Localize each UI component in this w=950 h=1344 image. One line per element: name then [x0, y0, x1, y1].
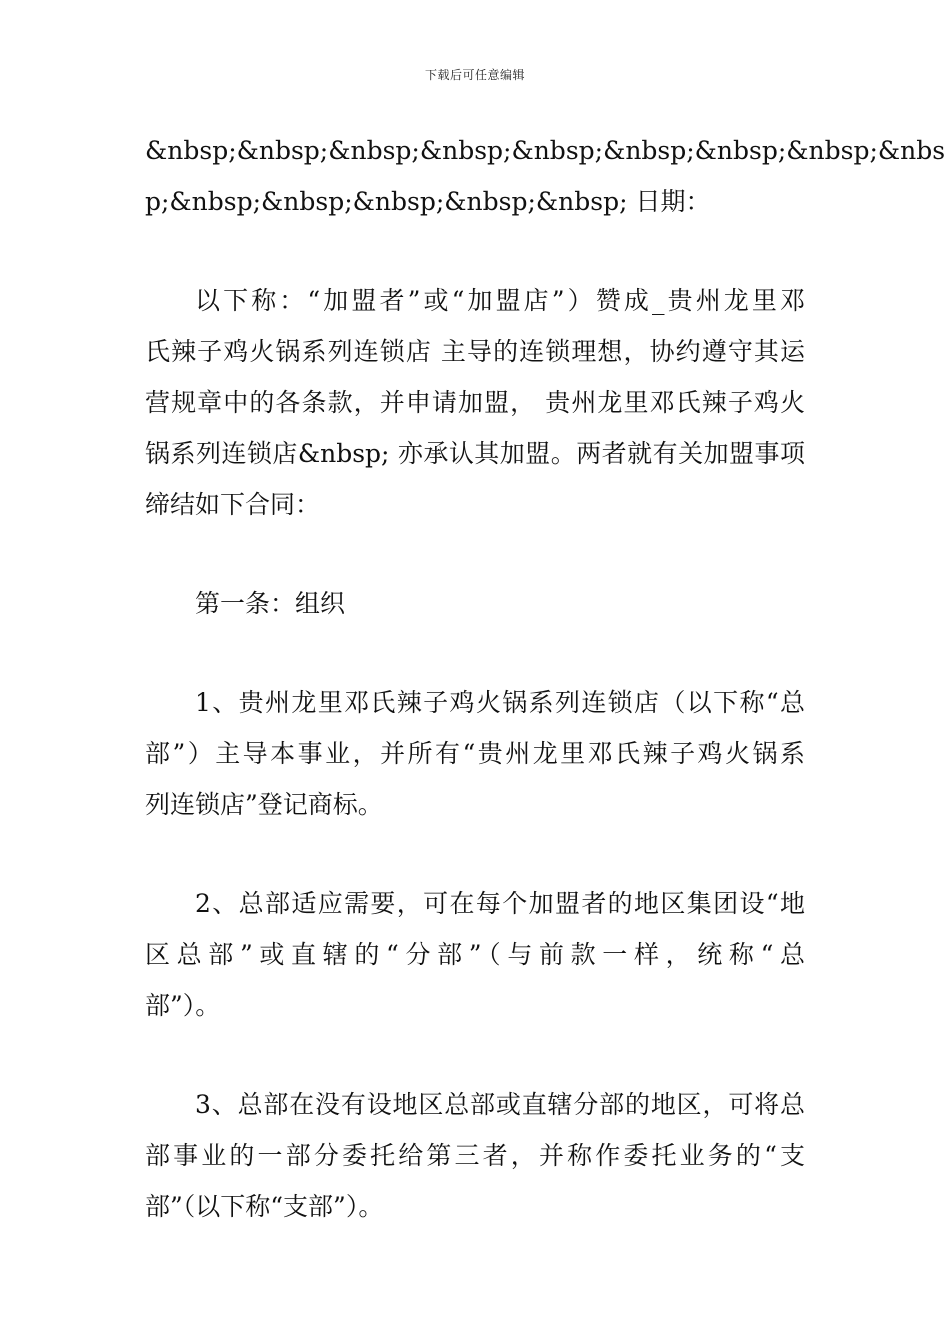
- document-body: [145, 125, 946, 1232]
- date-line-2: p;&nbsp;&nbsp;&nbsp;&nbsp;&nbsp; 日期：: [145, 187, 711, 216]
- date-block: [145, 125, 946, 227]
- clause-3-line-1: 3、总部在没有设地区总部或直辖分部的地区，可将总: [195, 1090, 805, 1119]
- intro-line-2: 氏辣子鸡火锅系列连锁店 主导的连锁理想，协约遵守其运: [145, 337, 805, 366]
- paragraph-gap: [145, 830, 805, 878]
- clause-2-line-3: 部”）。: [145, 991, 221, 1020]
- intro-line-3: 营规章中的各条款，并申请加盟， 贵州龙里邓氏辣子鸡火: [145, 388, 805, 417]
- intro-line-4: 锅系列连锁店&nbsp; 亦承认其加盟。两者就有关加盟事项: [145, 439, 805, 468]
- intro-line-5: 缔结如下合同：: [145, 490, 321, 519]
- clause-1-line-1: 1、贵州龙里邓氏辣子鸡火锅系列连锁店（以下称“总: [195, 688, 805, 717]
- article-1-title: 第一条：组织: [195, 589, 346, 618]
- clause-2: [145, 878, 805, 1031]
- intro-paragraph: [145, 275, 805, 530]
- clause-1-line-2: 部”）主导本事业，并所有“贵州龙里邓氏辣子鸡火锅系: [145, 739, 805, 768]
- paragraph-gap: [145, 1031, 805, 1079]
- clause-2-line-1: 2、总部适应需要，可在每个加盟者的地区集团设“地: [195, 889, 805, 918]
- paragraph-gap: [145, 530, 805, 578]
- clause-1: [145, 677, 805, 830]
- clause-3-line-3: 部”（以下称“支部”）。: [145, 1192, 384, 1221]
- clause-3-line-2: 部事业的一部分委托给第三者，并称作委托业务的“支: [145, 1141, 805, 1170]
- page-header: 下载后可任意编辑: [424, 68, 525, 82]
- clause-3: [145, 1079, 805, 1232]
- date-line-1: &nbsp;&nbsp;&nbsp;&nbsp;&nbsp;&nbsp;&nbsp;&nbsp;&nbs: [145, 136, 946, 165]
- clause-1-line-3: 列连锁店”登记商标。: [145, 790, 383, 819]
- clause-2-line-2: 区总部”或直辖的“分部”（与前款一样，统称“总: [145, 940, 805, 969]
- intro-line-1: 以下称：“加盟者”或“加盟店”）赞成_贵州龙里邓: [195, 286, 805, 315]
- paragraph-gap: [145, 629, 805, 677]
- paragraph-gap: [145, 227, 805, 275]
